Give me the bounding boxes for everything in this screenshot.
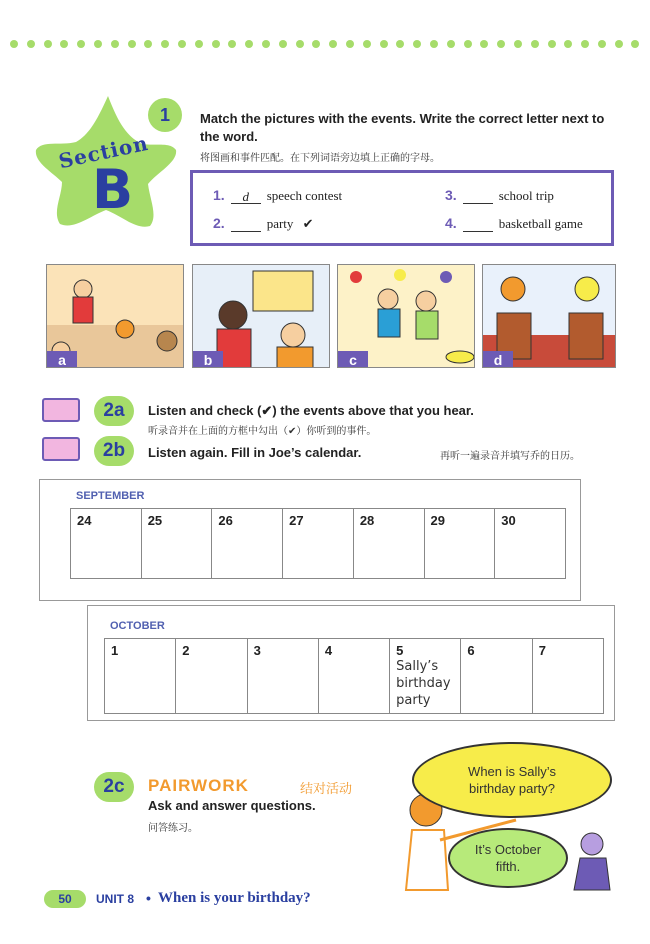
answer-blank[interactable] xyxy=(463,189,493,204)
task2a-instruction: Listen and check (✔) the events above that you hear. xyxy=(148,403,474,418)
matching-box xyxy=(190,170,614,246)
matching-item-4 xyxy=(445,215,583,232)
calendar-note-line: Sally’s xyxy=(396,659,439,674)
item-label: speech contest xyxy=(266,188,343,203)
calendar-day-with-note[interactable] xyxy=(390,639,461,714)
calendar-table-october xyxy=(104,638,604,714)
calendar-day[interactable]: 30 xyxy=(495,509,566,579)
check-mark: ✔ xyxy=(302,216,314,231)
task2b-instruction-cn: 再听一遍录音并填写乔的日历。 xyxy=(440,451,580,462)
bubble-question-text xyxy=(468,763,556,797)
calendar-note-line: party xyxy=(396,693,431,708)
item-number: 2. xyxy=(213,215,225,231)
picture-a-basketball xyxy=(46,264,184,368)
calendar-day[interactable]: 4 xyxy=(318,639,389,714)
calendar-day[interactable]: 29 xyxy=(424,509,495,579)
footer-unit: UNIT 8 xyxy=(96,892,135,906)
answer-blank[interactable] xyxy=(231,217,261,232)
answer-blank[interactable] xyxy=(463,217,493,232)
item-number: 4. xyxy=(445,215,457,231)
item-label: basketball game xyxy=(498,216,583,231)
calendar-day[interactable]: 24 xyxy=(71,509,142,579)
top-dotted-border xyxy=(10,40,640,52)
calendar-table-september xyxy=(70,508,566,579)
task2a-number: 2a xyxy=(94,396,134,426)
pairwork-title: PAIRWORK xyxy=(148,776,249,795)
matching-item-2 xyxy=(213,215,314,232)
calendar-day[interactable]: 25 xyxy=(141,509,212,579)
answer-blank[interactable]: d xyxy=(231,189,261,204)
task2c-instruction: Ask and answer questions. xyxy=(148,798,316,813)
bubble-line: It’s October xyxy=(474,842,542,857)
task1-number: 1 xyxy=(148,98,182,132)
picture-tag-c: c xyxy=(338,351,368,368)
footer-bullet: • xyxy=(146,890,151,906)
pairwork-title-cn: 结对活动 xyxy=(300,782,353,797)
calendar-day[interactable]: 27 xyxy=(283,509,354,579)
calendar-day[interactable]: 28 xyxy=(353,509,424,579)
picture-tag-d: d xyxy=(483,351,513,368)
calendar-day[interactable]: 1 xyxy=(105,639,176,714)
bubble-line: fifth. xyxy=(495,859,521,874)
speech-bubble-question xyxy=(412,742,612,818)
calendar-paper-september xyxy=(40,480,580,600)
item-number: 3. xyxy=(445,187,457,203)
matching-item-1 xyxy=(213,187,342,204)
task2b-instruction: Listen again. Fill in Joe’s calendar. xyxy=(148,445,362,460)
footer-title: When is your birthday? xyxy=(158,890,311,906)
task2c-number: 2c xyxy=(94,772,134,802)
calendar-month-october: OCTOBER xyxy=(110,620,165,632)
speech-bubble-answer xyxy=(448,828,568,888)
item-label: school trip xyxy=(498,188,554,203)
task1-instruction-cn: 将图画和事件匹配。在下列词语旁边填上正确的字母。 xyxy=(200,153,440,164)
calendar-day[interactable]: 7 xyxy=(532,639,603,714)
task1-instruction: Match the pictures with the events. Write the correct letter next to the word. xyxy=(200,111,605,144)
task2b-number: 2b xyxy=(94,436,134,466)
calendar-paper-october xyxy=(88,606,614,720)
bubble-line: birthday party? xyxy=(469,781,555,796)
picture-tag-b: b xyxy=(193,351,223,368)
task2a-instruction-cn: 听录音并在上面的方框中勾出（✔）你听到的事件。 xyxy=(148,426,377,437)
matching-item-3 xyxy=(445,187,554,204)
section-letter: B xyxy=(92,158,134,221)
calendar-day[interactable]: 6 xyxy=(461,639,532,714)
page-number: 50 xyxy=(44,890,86,908)
calendar-month-september: SEPTEMBER xyxy=(76,490,145,502)
item-label: party xyxy=(266,216,294,231)
calendar-day-number: 5 xyxy=(396,643,404,658)
calendar-note-line: birthday xyxy=(396,676,451,691)
bubble-answer-text xyxy=(475,841,541,875)
cassette-tape-icon xyxy=(42,398,80,422)
task2c-instruction-cn: 问答练习。 xyxy=(148,823,198,834)
calendar-day[interactable]: 3 xyxy=(247,639,318,714)
section-word: Section xyxy=(56,130,151,174)
item-number: 1. xyxy=(213,187,225,203)
calendar-day[interactable]: 2 xyxy=(176,639,247,714)
picture-c-party xyxy=(337,264,475,368)
picture-b-school-trip xyxy=(192,264,330,368)
calendar-day[interactable]: 26 xyxy=(212,509,283,579)
picture-d-speech-contest xyxy=(482,264,616,368)
picture-tag-a: a xyxy=(47,351,77,368)
cassette-tape-icon xyxy=(42,437,80,461)
bubble-line: When is Sally’s xyxy=(468,764,556,779)
